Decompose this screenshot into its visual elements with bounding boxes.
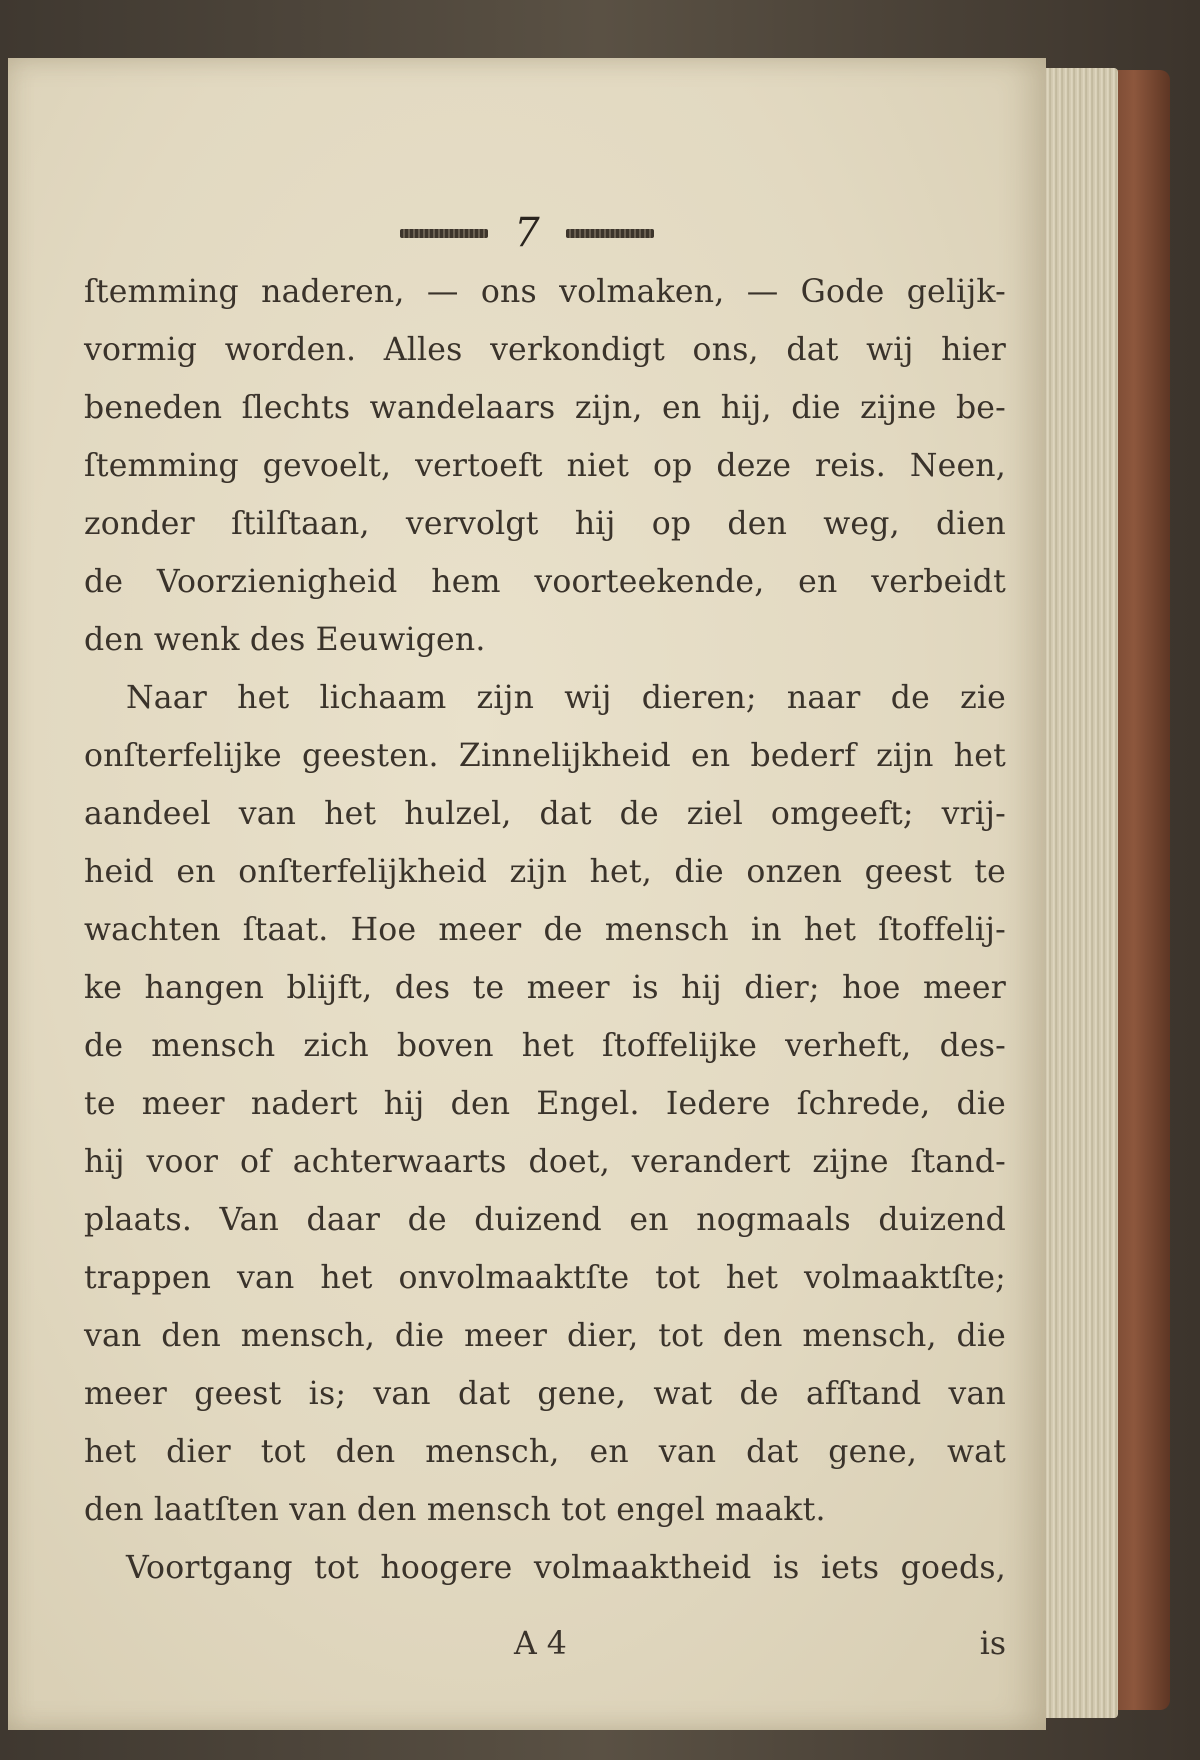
text-line: plaats. Van daar de duizend en nogmaals duizend	[84, 1202, 1006, 1238]
text-line: Naar het lichaam zijn wij dieren; naar de zie	[126, 680, 1006, 716]
text-line: meer geest is; van dat gene, wat de afſtand van	[84, 1376, 1006, 1412]
text-line: ſtemming gevoelt, vertoeft niet op deze reis. Neen,	[84, 448, 1006, 484]
page-number: 7	[514, 210, 540, 256]
text-line: de Voorzienigheid hem voorteekende, en verbeidt	[84, 564, 1006, 600]
text-line: te meer nadert hij den Engel. Iedere ſchrede, die	[84, 1086, 1006, 1122]
book-cover	[1110, 70, 1170, 1710]
text-line: heid en onſterfelijkheid zijn het, die onzen geest te	[84, 854, 1006, 890]
signature-mark: A 4	[514, 1626, 567, 1662]
text-line: beneden ſlechts wandelaars zijn, en hij, die zijne be-	[84, 390, 1006, 426]
text-line: onſterfelijke geesten. Zinnelijkheid en bederf zijn het	[84, 738, 1006, 774]
ornament-right	[566, 229, 654, 238]
book-page	[8, 58, 1046, 1730]
text-line: zonder ſtilſtaan, vervolgt hij op den weg, dien	[84, 506, 1006, 542]
text-line: hij voor of achterwaarts doet, verandert zijne ſtand-	[84, 1144, 1006, 1180]
catchword: is	[979, 1626, 1006, 1662]
page-header	[8, 208, 1046, 258]
page-edges	[1040, 68, 1118, 1718]
text-line: aandeel van het hulzel, dat de ziel omgeeft; vrij-	[84, 796, 1006, 832]
text-line: den wenk des Eeuwigen.	[84, 622, 486, 658]
body-text	[84, 263, 1006, 1597]
text-line: vormig worden. Alles verkondigt ons, dat wij hier	[84, 332, 1006, 368]
text-line: de mensch zich boven het ſtoffelijke verheft, des-	[84, 1028, 1006, 1064]
text-line: ke hangen blijft, des te meer is hij dier; hoe meer	[84, 970, 1006, 1006]
text-line: trappen van het onvolmaaktſte tot het volmaaktſte;	[84, 1260, 1006, 1296]
text-line: van den mensch, die meer dier, tot den mensch, die	[84, 1318, 1006, 1354]
text-line: Voortgang tot hoogere volmaaktheid is iets goeds,	[126, 1550, 1006, 1586]
text-line: ſtemming naderen, — ons volmaken, — Gode gelijk-	[84, 274, 1006, 310]
page-footer	[84, 1626, 1006, 1676]
text-line: wachten ſtaat. Hoe meer de mensch in het ſtoffelij-	[84, 912, 1006, 948]
text-line: het dier tot den mensch, en van dat gene, wat	[84, 1434, 1006, 1470]
text-line: den laatſten van den mensch tot engel maakt.	[84, 1492, 826, 1528]
ornament-left	[400, 229, 488, 238]
